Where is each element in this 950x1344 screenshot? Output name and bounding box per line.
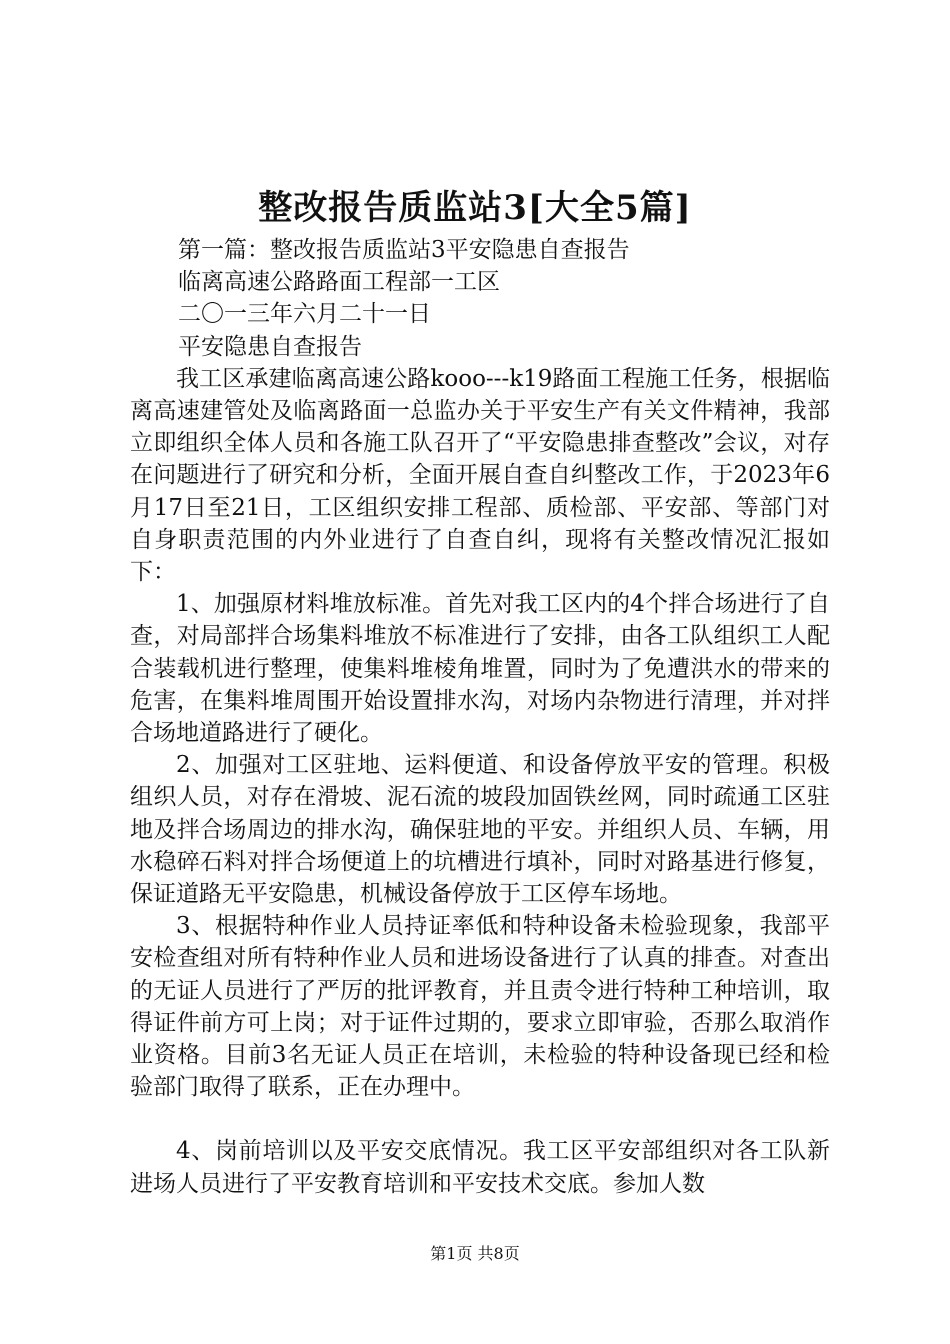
paragraph-item-1: 1、加强原材料堆放标准。首先对我工区内的4个拌合场进行了自查，对局部拌合场集料堆放不标准进行了安排，由各工队组织工人配合装载机进行整理，使集料堆棱角堆置，同时为了免遭洪水的带来的危害，在集料堆周围开始设置排水沟，对场内杂物进行清理，并对拌合场地道路进行了硬化。 (130, 591, 830, 746)
document-body (130, 210, 830, 1200)
date-line: 二〇一三年六月二十一日 (178, 301, 431, 328)
paragraph-item-2: 2、加强对工区驻地、运料便道、和设备停放平安的管理。积极组织人员，对存在滑坡、泥石流的坡段加固铁丝网，同时疏通工区驻地及拌合场周边的排水沟，确保驻地的平安。并组织人员、车辆，用水稳碎石料对拌合场便道上的坑槽进行填补，同时对路基进行修复，保证道路无平安隐患，机械设备停放于工区停车场地。 (130, 752, 830, 907)
paragraph-gap (130, 1103, 830, 1135)
org-line: 临离高速公路路面工程部一工区 (178, 269, 500, 296)
page-number: 第1页 共8页 (430, 1244, 520, 1263)
report-heading: 平安隐患自查报告 (178, 333, 362, 360)
paragraph-intro: 我工区承建临离高速公路kooo---k19路面工程施工任务，根据临离高速建管处及临离路面一总监办关于平安生产有关文件精神，我部立即组织全体人员和各施工队召开了“平安隐患排查整改”会议，对存在问题进行了研究和分析，全面开展自查自纠整改工作，于2023年6月17日至21日，工区组织安排工程部、质检部、平安部、等部门对自身职责范围的内外业进行了自查自纠，现将有关整改情况汇报如下： (130, 365, 830, 585)
page-title: 整改报告质监站3[大全5篇] (258, 188, 692, 228)
paragraph-item-3: 3、根据特种作业人员持证率低和特种设备未检验现象，我部平安检查组对所有特种作业人员和进场设备进行了认真的排查。对查出的无证人员进行了严厉的批评教育，并且责令进行特种工种培训，取得证件前方可上岗；对于证件过期的，要求立即审验，否那么取消作业资格。目前3名无证人员正在培训，未检验的特种设备现已经和检验部门取得了联系，正在办理中。 (130, 913, 830, 1101)
paragraph-item-4: 4、岗前培训以及平安交底情况。我工区平安部组织对各工队新进场人员进行了平安教育培训和平安技术交底。参加人数 (130, 1138, 830, 1197)
subtitle-line: 第一篇：整改报告质监站3平安隐患自查报告 (178, 237, 630, 263)
